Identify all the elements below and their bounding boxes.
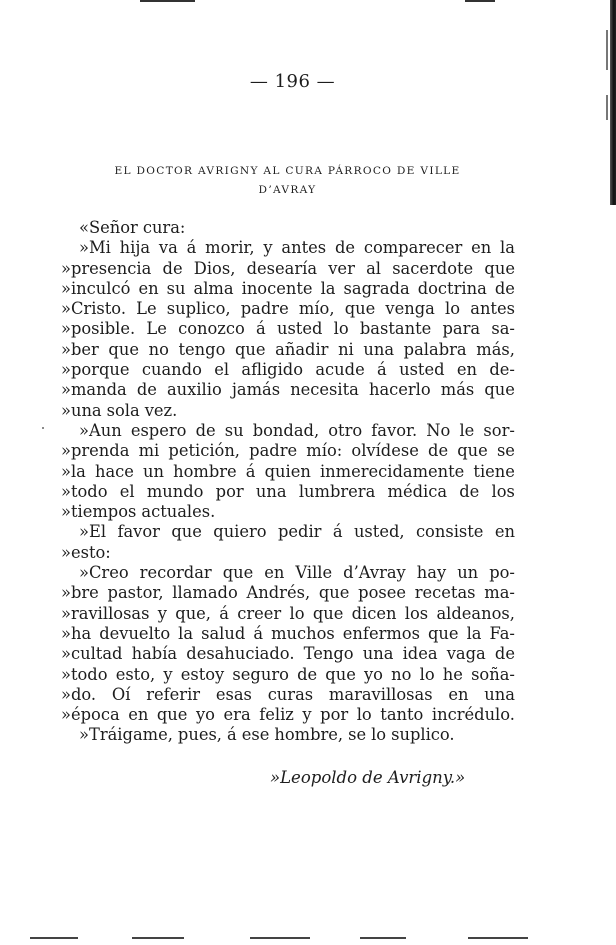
- word: pedir: [277, 522, 322, 542]
- word: »manda: [61, 380, 127, 400]
- text-line: [61, 380, 515, 400]
- word: actuales.: [141, 502, 216, 522]
- word: yo: [363, 664, 383, 684]
- word: he: [442, 664, 463, 684]
- word: Le: [136, 299, 157, 319]
- word: estoy: [180, 664, 225, 684]
- word: »todo: [61, 664, 108, 684]
- text-line: [61, 583, 515, 603]
- heading-line: D’AVRAY: [258, 184, 317, 196]
- word: más: [440, 380, 475, 400]
- word: d’Avray: [343, 563, 406, 583]
- word: otro: [328, 420, 363, 440]
- spine-mark: [606, 30, 608, 70]
- word: acude: [315, 360, 365, 380]
- word: olvídese: [351, 441, 419, 461]
- word: padre: [240, 299, 289, 319]
- word: no: [391, 664, 412, 684]
- word: »porque: [61, 360, 130, 380]
- word: sacerdote: [392, 258, 474, 278]
- text-line: [61, 644, 515, 664]
- word: morir,: [205, 238, 255, 258]
- letter-body: [61, 218, 515, 746]
- word: á: [253, 623, 264, 643]
- word: yo: [195, 705, 215, 725]
- word: y: [157, 603, 167, 623]
- word: antes: [470, 299, 515, 319]
- word: médica: [387, 481, 448, 501]
- word: va: [158, 238, 178, 258]
- word: Dios,: [193, 258, 236, 278]
- word: hay: [416, 563, 447, 583]
- word: que: [234, 339, 266, 359]
- text-line: [61, 238, 515, 258]
- text-line: [61, 421, 515, 441]
- word: que: [484, 258, 515, 278]
- word: de: [494, 278, 515, 298]
- word: suplico.: [391, 725, 455, 745]
- word: le: [459, 420, 475, 440]
- word: que: [171, 522, 202, 542]
- word: favor: [117, 522, 160, 542]
- word: que: [344, 299, 376, 319]
- word: ni: [338, 339, 354, 359]
- word: Andrés,: [246, 583, 311, 603]
- book-spine-edge: [610, 0, 616, 205]
- word: de: [162, 258, 183, 278]
- word: «Señor: [79, 218, 138, 237]
- word: la: [178, 623, 194, 643]
- word: »todo: [61, 481, 108, 501]
- word: que: [428, 623, 459, 643]
- word: no: [148, 339, 169, 359]
- word: la: [500, 238, 515, 258]
- word: desearía: [246, 258, 318, 278]
- word: ver: [328, 258, 355, 278]
- word: recordar: [139, 563, 212, 583]
- ink-speck: [42, 427, 44, 429]
- word: se: [496, 441, 515, 461]
- word: hombre,: [274, 725, 344, 745]
- word: Le: [146, 319, 167, 339]
- word: seguro: [232, 664, 289, 684]
- word: los: [404, 603, 429, 623]
- word: una: [484, 684, 515, 704]
- word: auxilio: [166, 380, 222, 400]
- word: feliz: [259, 705, 294, 725]
- word: un: [457, 563, 479, 583]
- word: antes: [281, 238, 327, 258]
- signature: »Leopoldo de Avrigny.»: [270, 768, 466, 787]
- word: Tengo: [303, 644, 354, 664]
- word: idea: [402, 644, 438, 664]
- word: comparecer: [363, 238, 463, 258]
- word: referir: [146, 684, 201, 704]
- word: llamado: [172, 583, 238, 603]
- word: que: [222, 563, 254, 583]
- word: usted: [276, 319, 323, 339]
- text-line: [61, 299, 515, 319]
- word: sa-: [491, 319, 515, 339]
- word: »cultad: [61, 644, 123, 664]
- word: una: [255, 481, 287, 501]
- top-rule-left: [140, 0, 195, 2]
- text-line: [61, 705, 515, 725]
- word: hace: [94, 461, 134, 481]
- word: pues,: [177, 725, 222, 745]
- word: salud: [201, 623, 246, 643]
- text-line: [61, 279, 515, 299]
- word: de: [136, 380, 157, 400]
- word: »ber: [61, 339, 99, 359]
- word: y: [302, 705, 312, 725]
- word: esto,: [115, 664, 156, 684]
- word: de: [428, 441, 449, 461]
- word: que: [108, 339, 139, 359]
- text-line: [61, 725, 515, 745]
- text-line: [61, 401, 515, 421]
- word: venga: [385, 299, 435, 319]
- word: »época: [61, 705, 120, 725]
- word: en: [448, 684, 469, 704]
- word: que,: [175, 603, 211, 623]
- word: afligido: [241, 360, 304, 380]
- word: el: [119, 481, 135, 501]
- word: se: [348, 725, 367, 745]
- text-line: [61, 259, 515, 279]
- word: lo: [333, 319, 349, 339]
- word: »presencia: [61, 258, 152, 278]
- word: que: [457, 441, 488, 461]
- word: »Mi: [79, 238, 111, 258]
- word: doctrina: [417, 278, 487, 298]
- word: »prenda: [61, 441, 130, 461]
- word: de: [494, 644, 515, 664]
- word: No: [426, 420, 451, 440]
- word: dicen: [351, 603, 397, 623]
- text-line: [61, 218, 515, 238]
- letter-heading: [60, 162, 515, 200]
- word: »la: [61, 461, 86, 481]
- text-line: [61, 522, 515, 542]
- word: sagrada: [343, 278, 410, 298]
- text-line: [61, 604, 515, 624]
- word: en: [128, 705, 149, 725]
- word: por: [320, 705, 349, 725]
- word: enfermos: [342, 623, 420, 643]
- word: de: [459, 481, 480, 501]
- word: una: [363, 339, 395, 359]
- word: que: [156, 705, 188, 725]
- word: espero: [130, 420, 187, 440]
- word: por: [215, 481, 244, 501]
- word: lo: [371, 725, 387, 745]
- word: quiero: [213, 522, 267, 542]
- word: de: [334, 238, 356, 258]
- word: sor-: [483, 420, 515, 440]
- word: cura:: [142, 218, 186, 237]
- word: »ravillosas: [61, 603, 150, 623]
- word: el: [214, 360, 230, 380]
- word: alma: [193, 278, 234, 298]
- bottom-rule: [30, 937, 78, 939]
- text-line: [61, 665, 515, 685]
- word: una: [362, 644, 394, 664]
- word: en: [456, 360, 477, 380]
- word: quien: [264, 461, 311, 481]
- word: »Tráigame,: [79, 725, 173, 745]
- word: inmerecidamente: [319, 461, 465, 481]
- word: á: [332, 522, 343, 542]
- word: lo: [445, 299, 461, 319]
- word: »El: [79, 522, 107, 542]
- word: padre: [249, 441, 298, 461]
- word: devuelto: [99, 623, 171, 643]
- word: palabra: [403, 339, 467, 359]
- word: lo: [356, 705, 372, 725]
- word: ma-: [484, 583, 515, 603]
- text-line: [61, 319, 515, 339]
- text-line: [61, 462, 515, 482]
- word: esas: [215, 684, 252, 704]
- word: tiene: [473, 461, 515, 481]
- word: »esto:: [61, 542, 111, 562]
- word: usted,: [353, 522, 405, 542]
- word: soña-: [471, 664, 515, 684]
- word: »Aun: [79, 420, 122, 440]
- word: ese: [241, 725, 270, 745]
- word: á: [377, 360, 387, 380]
- word: muchos: [271, 623, 335, 643]
- word: »tiempos: [61, 502, 137, 522]
- word: necesita: [290, 380, 359, 400]
- word: hija: [119, 238, 151, 258]
- bottom-rule: [360, 937, 406, 939]
- spine-mark: [606, 95, 608, 120]
- word: vez.: [144, 400, 178, 420]
- word: al: [366, 258, 381, 278]
- word: que: [484, 380, 515, 400]
- word: en: [264, 563, 285, 583]
- word: pastor,: [107, 583, 164, 603]
- word: Fa-: [489, 623, 515, 643]
- word: aldeanos,: [436, 603, 515, 623]
- word: »Cristo.: [61, 299, 126, 319]
- word: mío,: [298, 299, 335, 319]
- word: y: [163, 664, 173, 684]
- word: en: [471, 238, 492, 258]
- word: á: [219, 603, 229, 623]
- word: lumbrera: [298, 481, 376, 501]
- word: lo: [419, 664, 435, 684]
- word: hombre: [173, 461, 237, 481]
- text-line: [61, 685, 515, 705]
- text-line: [61, 340, 515, 360]
- heading-line: EL DOCTOR AVRIGNY AL CURA PÁRROCO DE VILLE: [114, 165, 461, 177]
- word: á: [226, 725, 237, 745]
- word: que: [312, 603, 344, 623]
- word: consiste: [415, 522, 484, 542]
- word: un: [143, 461, 165, 481]
- word: los: [491, 481, 515, 501]
- word: mío:: [306, 441, 343, 461]
- word: lo: [289, 603, 305, 623]
- word: curas: [267, 684, 314, 704]
- word: bondad,: [252, 420, 320, 440]
- word: recetas: [414, 583, 476, 603]
- word: su: [166, 278, 186, 298]
- word: posee: [358, 583, 407, 603]
- word: »posible.: [61, 319, 136, 339]
- word: tanto: [380, 705, 424, 725]
- word: á: [245, 461, 256, 481]
- text-line: [61, 502, 515, 522]
- word: mi: [138, 441, 160, 461]
- word: en: [138, 278, 159, 298]
- word: Oí: [111, 684, 131, 704]
- word: para: [442, 319, 481, 339]
- text-line: [61, 360, 515, 380]
- word: »ha: [61, 623, 92, 643]
- text-line: [61, 563, 515, 583]
- word: Ville: [295, 563, 333, 583]
- word: jamás: [231, 380, 281, 400]
- text-line: [61, 441, 515, 461]
- word: y: [263, 238, 273, 258]
- word: »inculcó: [61, 278, 131, 298]
- top-rule-right: [465, 0, 495, 2]
- word: »bre: [61, 583, 99, 603]
- word: la: [466, 623, 482, 643]
- word: vaga: [446, 644, 486, 664]
- word: que: [318, 583, 350, 603]
- word: más,: [476, 339, 515, 359]
- word: era: [223, 705, 251, 725]
- word: de-: [489, 360, 515, 380]
- word: desahuciado.: [186, 644, 295, 664]
- word: añadir: [275, 339, 329, 359]
- word: favor.: [371, 420, 418, 440]
- word: hacerlo: [368, 380, 431, 400]
- bottom-rule: [468, 937, 528, 939]
- word: usted: [399, 360, 445, 380]
- word: suplico,: [166, 299, 231, 319]
- word: »una: [61, 400, 102, 420]
- word: sola: [106, 400, 140, 420]
- word: á: [256, 319, 266, 339]
- word: la: [320, 278, 336, 298]
- word: tengo: [178, 339, 226, 359]
- word: mundo: [146, 481, 204, 501]
- word: po-: [489, 563, 515, 583]
- word: »Creo: [79, 563, 129, 583]
- word: creer: [237, 603, 282, 623]
- word: bastante: [359, 319, 432, 339]
- word: petición,: [168, 441, 240, 461]
- word: »do.: [61, 684, 97, 704]
- bottom-rule: [250, 937, 310, 939]
- word: cuando: [141, 360, 202, 380]
- word: maravillosas: [328, 684, 433, 704]
- bottom-rule: [132, 937, 184, 939]
- word: había: [131, 644, 178, 664]
- word: su: [224, 420, 244, 440]
- word: de: [297, 664, 318, 684]
- word: que: [325, 664, 356, 684]
- text-line: [61, 624, 515, 644]
- text-line: [61, 482, 515, 502]
- word: de: [195, 420, 216, 440]
- word: conozco: [178, 319, 245, 339]
- text-line: [61, 543, 515, 563]
- page-number: — 196 —: [249, 71, 336, 92]
- word: inocente: [241, 278, 313, 298]
- word: á: [186, 238, 197, 258]
- word: en: [494, 522, 515, 542]
- word: incrédulo.: [431, 705, 515, 725]
